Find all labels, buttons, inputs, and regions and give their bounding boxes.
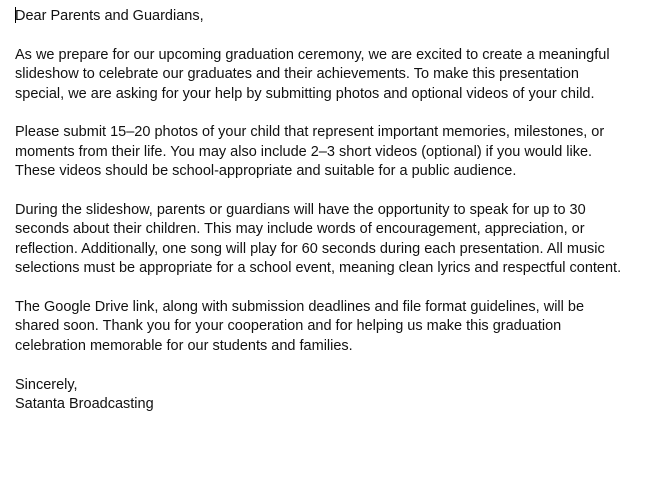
- signature-line: Satanta Broadcasting: [15, 396, 154, 413]
- document-body[interactable]: [15, 7, 645, 414]
- paragraph-intro: As we prepare for our upcoming graduation ceremony, we are excited to create a meaningful slideshow to celebrate our graduates and their achievements. To make this presentation special, we are asking for your help by submitting photos and optional videos of your child.: [15, 46, 610, 102]
- paragraph-drive-link: The Google Drive link, along with submission deadlines and file format guidelines, will be shared soon. Thank you for your cooperation and for helping us make this graduation celebration memorable for our students and families.: [15, 299, 585, 354]
- paragraph-slideshow: During the slideshow, parents or guardians will have the opportunity to speak for up to 30 seconds about their children. This may include words of encouragement, appreciation, or reflection. Additionally, one song will play for 60 seconds during each presentation. All music selections must be appropriate for a school event, meaning clean lyrics and respectful content.: [15, 202, 622, 277]
- greeting-text: Dear Parents and Guardians,: [15, 8, 204, 24]
- closing-line: Sincerely,: [15, 376, 78, 393]
- paragraph-photos: Please submit 15–20 photos of your child that represent important memories, milestones, or moments from their life. You may also include 2–3 short videos (optional) if you would like. These videos should be school-appropriate and suitable for a public audience.: [15, 124, 605, 180]
- greeting-line: [15, 7, 645, 26]
